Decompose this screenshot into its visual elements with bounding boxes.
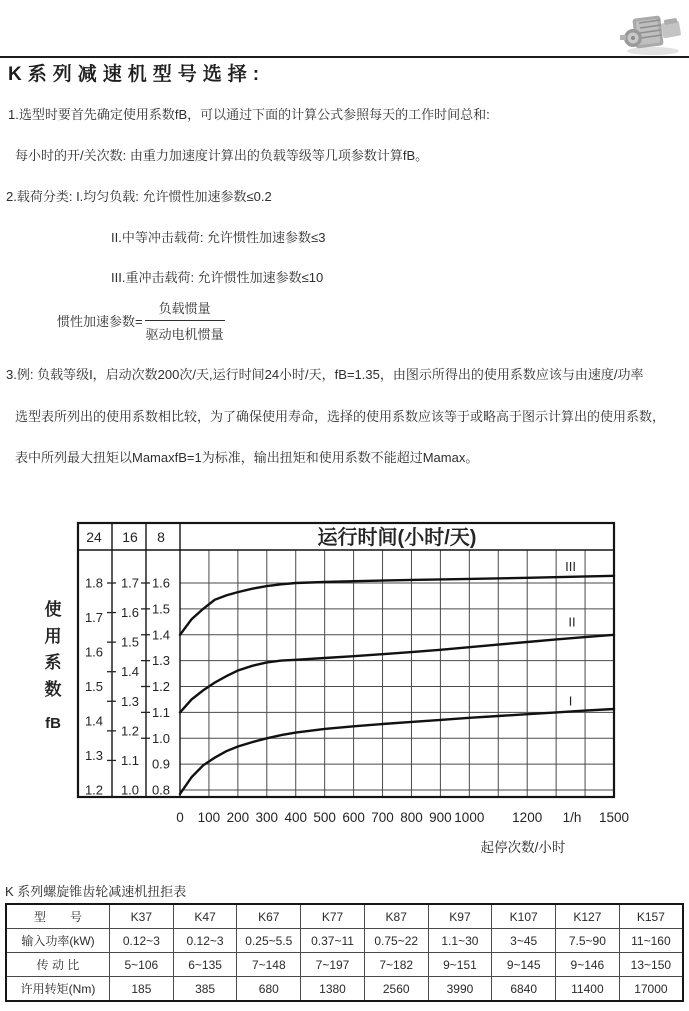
para-switch-frequency: 每小时的开/关次数: 由重力加速度计算出的负载等级等几项参数计算fB。	[15, 148, 429, 163]
value-cell: 5~106	[110, 953, 174, 977]
y-axis-label-char: 系	[44, 653, 62, 672]
x-tick-label: 500	[313, 810, 336, 825]
scale-label: 1.3	[151, 653, 171, 669]
scale-label: 1.4	[120, 664, 140, 680]
row-label-header: 型 号	[6, 904, 110, 929]
value-cell: 9~146	[556, 953, 620, 977]
usage-factor-chart	[0, 505, 689, 860]
scale-label: 1.7	[84, 610, 104, 625]
scale-label: 1.6	[84, 644, 104, 660]
scale-label: 1.4	[84, 713, 104, 729]
scale-label: 1.7	[120, 575, 140, 591]
x-tick-label: 1/h	[562, 810, 582, 825]
model-header: K107	[492, 904, 556, 929]
scale-label: 1.2	[151, 679, 171, 694]
scale-label: 0.9	[151, 756, 171, 772]
x-tick-label: 0	[176, 810, 184, 825]
x-tick-label: 900	[429, 810, 452, 825]
formula-inertia-ratio	[57, 298, 225, 343]
para-example-1: 3.例: 负载等级I，启动次数200次/天,运行时间24小时/天，fB=1.35，由图示所得出的使用系数应该与由速度/功率	[6, 367, 644, 382]
value-cell: 0.12~3	[110, 929, 174, 953]
fraction-numerator: 负载惯量	[145, 298, 225, 321]
scale-label: 0.8	[151, 782, 171, 798]
header-divider	[0, 56, 689, 58]
scale-label: 1.1	[120, 752, 140, 768]
curve-I	[180, 709, 614, 794]
scale-label: 1.1	[151, 704, 171, 720]
curve-label-II: II	[568, 614, 576, 630]
x-tick-label: 1000	[454, 810, 485, 825]
x-tick-label: 600	[342, 810, 365, 825]
value-cell: 11~160	[619, 929, 683, 953]
model-header: K157	[619, 904, 683, 929]
page-title: K系列减速机型号选择:	[8, 64, 266, 85]
curve-label-III: III	[565, 558, 577, 574]
value-cell: 9~151	[428, 953, 492, 977]
torque-table-title: K 系列螺旋锥齿轮减速机扭拒表	[5, 884, 187, 899]
value-cell: 2560	[364, 977, 428, 1002]
scale-label: 1.3	[84, 748, 104, 763]
value-cell: 680	[237, 977, 301, 1002]
x-axis-caption: 起停次数/小时	[480, 840, 566, 855]
value-cell: 7~182	[364, 953, 428, 977]
scale-label: 1.3	[120, 693, 140, 709]
model-header: K37	[110, 904, 174, 929]
scale-label: 1.4	[151, 627, 171, 643]
y-axis-label-char: 使	[44, 600, 62, 619]
curve-label-I: I	[568, 693, 573, 709]
model-header: K67	[237, 904, 301, 929]
value-cell: 0.75~22	[364, 929, 428, 953]
x-tick-label: 100	[197, 810, 221, 825]
scale-label: 1.0	[151, 730, 171, 746]
value-cell: 0.37~11	[301, 929, 365, 953]
chart-title: 运行时间(小时/天)	[317, 527, 477, 549]
model-header: K97	[428, 904, 492, 929]
value-cell: 6840	[492, 977, 556, 1002]
model-header: K47	[173, 904, 237, 929]
scale-label: 1.6	[151, 575, 171, 591]
value-cell: 1.1~30	[428, 929, 492, 953]
para-load-class-1: 2.载荷分类: I.均匀负载: 允许惯性加速参数≤0.2	[6, 189, 272, 204]
x-tick-label: 300	[255, 810, 279, 825]
value-cell: 13~150	[619, 953, 683, 977]
value-cell: 185	[110, 977, 174, 1002]
x-tick-label: 1200	[512, 810, 543, 825]
value-cell: 3990	[428, 977, 492, 1002]
value-cell: 385	[173, 977, 237, 1002]
y-axis-label-char: fB	[45, 715, 61, 732]
value-cell: 9~145	[492, 953, 556, 977]
model-header: K87	[364, 904, 428, 929]
row-label-cell: 许用转矩(Nm)	[6, 977, 110, 1002]
value-cell: 17000	[619, 977, 683, 1002]
para-example-2: 选型表所列出的使用系数相比较，为了确保使用寿命，选择的使用系数应该等于或略高于图示计算出的使用系数，	[15, 409, 666, 424]
value-cell: 7~148	[237, 953, 301, 977]
scale-label: 1.8	[84, 575, 104, 591]
para-load-class-3: III.重冲击载荷: 允许惯性加速参数≤10	[111, 270, 324, 285]
value-cell: 6~135	[173, 953, 237, 977]
scale-label: 1.5	[151, 601, 171, 617]
x-tick-label: 400	[284, 810, 307, 825]
y-axis-label-char: 用	[44, 627, 62, 646]
table-row	[6, 953, 683, 977]
scale-label: 1.6	[120, 605, 140, 621]
x-tick-label: 700	[371, 810, 394, 825]
scale-label: 1.5	[120, 634, 140, 650]
value-cell: 1380	[301, 977, 365, 1002]
row-label-cell: 输入功率(kW)	[6, 929, 110, 953]
row-label-cell: 传 动 比	[6, 953, 110, 977]
gearbox-photo	[620, 10, 686, 56]
para-load-class-2: II.中等冲击载荷: 允许惯性加速参数≤3	[111, 230, 326, 245]
hour-scale-header: 8	[157, 529, 165, 545]
model-header: K127	[556, 904, 620, 929]
value-cell: 0.12~3	[173, 929, 237, 953]
x-tick-label: 200	[226, 810, 250, 825]
para-selection-intro: 1.选型时要首先确定使用系数fB，可以通过下面的计算公式参照每天的工作时间总和:	[8, 107, 490, 122]
value-cell: 11400	[556, 977, 620, 1002]
value-cell: 7~197	[301, 953, 365, 977]
model-header: K77	[301, 904, 365, 929]
x-tick-label: 800	[400, 810, 423, 825]
value-cell: 7.5~90	[556, 929, 620, 953]
torque-table	[5, 903, 684, 1002]
fraction-denominator: 驱动电机惯量	[145, 327, 224, 342]
formula-lhs: 惯性加速参数=	[57, 314, 143, 329]
curve-III	[180, 576, 614, 635]
hour-scale-header: 24	[86, 529, 102, 545]
scale-label: 1.0	[120, 782, 140, 798]
hour-scale-header: 16	[122, 529, 138, 545]
x-tick-label: 1500	[598, 810, 630, 825]
table-row	[6, 929, 683, 953]
torque-table-header-row	[6, 904, 683, 929]
scale-label: 1.5	[84, 679, 104, 694]
para-example-3: 表中所列最大扭矩以MamaxfB=1为标准，输出扭矩和使用系数不能超过Mamax。	[15, 450, 479, 465]
scale-label: 1.2	[120, 723, 140, 739]
table-row	[6, 977, 683, 1002]
scale-label: 1.2	[84, 782, 104, 798]
curve-II	[180, 635, 614, 713]
formula-fraction	[145, 298, 225, 343]
value-cell: 3~45	[492, 929, 556, 953]
y-axis-label-char: 数	[44, 680, 62, 699]
value-cell: 0.25~5.5	[237, 929, 301, 953]
